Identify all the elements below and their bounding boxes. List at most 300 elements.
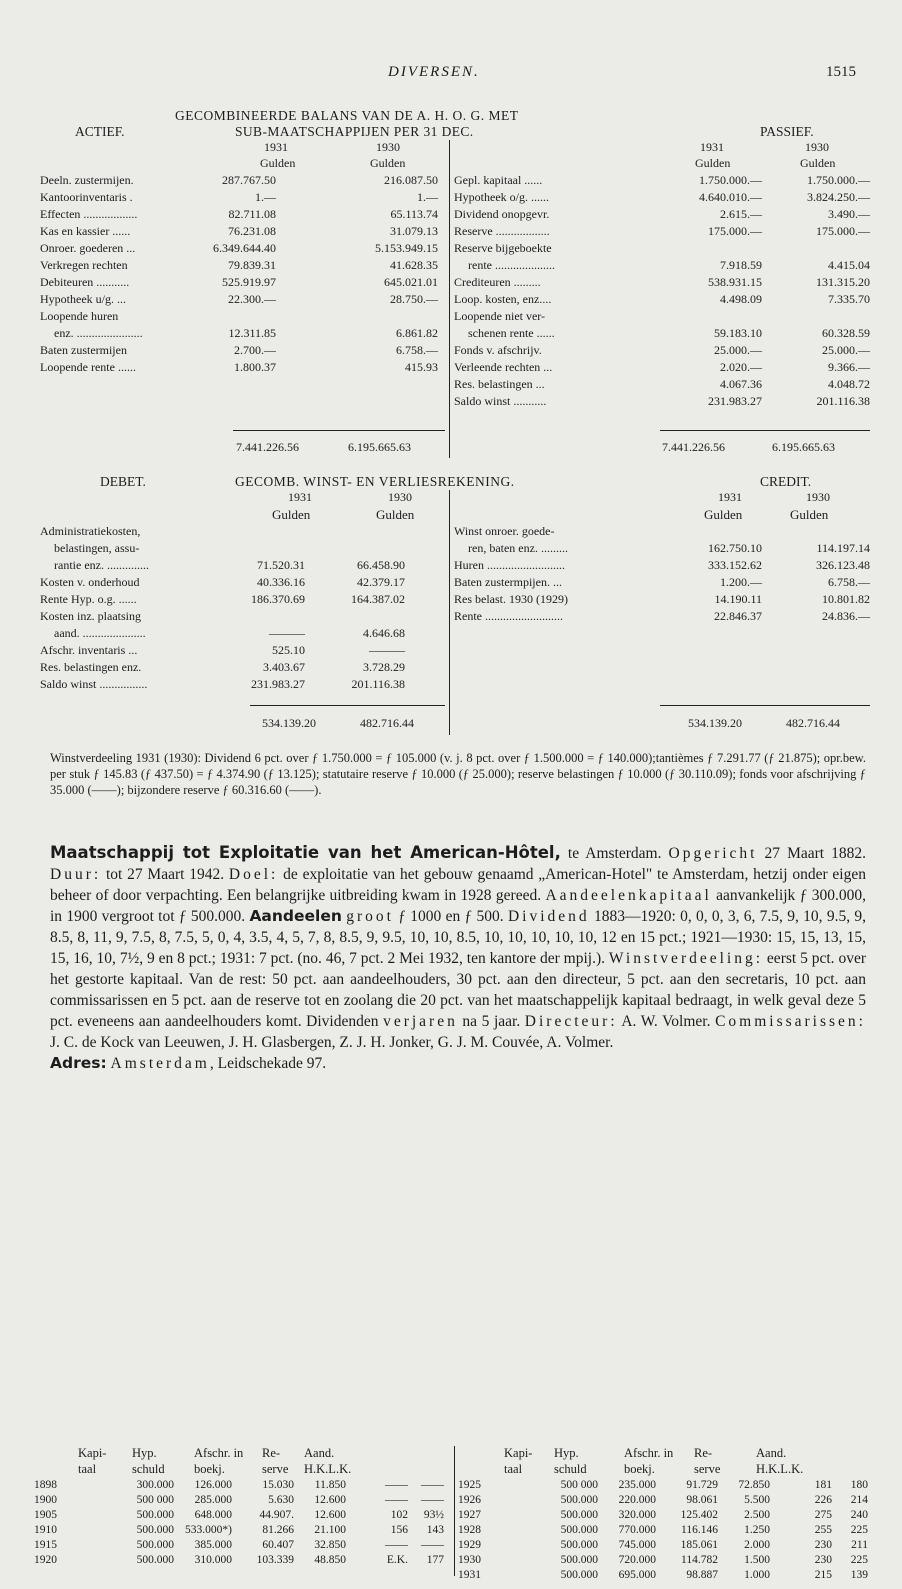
history-column-header: serve xyxy=(262,1462,289,1476)
history-year: 1898 xyxy=(34,1479,57,1491)
history-value: 695.000 xyxy=(618,1569,656,1581)
adres-label: Adres: xyxy=(50,1054,107,1072)
debit-value-1931: 3.403.67 xyxy=(263,660,305,674)
history-column-header: boekj. xyxy=(194,1462,225,1476)
history-year: 1900 xyxy=(34,1494,57,1506)
history-value: 15.030 xyxy=(262,1479,294,1491)
asset-value-1930: 645.021.01 xyxy=(384,275,438,289)
history-value: 102 xyxy=(390,1509,408,1521)
winstverdeeling-note xyxy=(50,750,866,798)
history-value: 240 xyxy=(850,1509,868,1521)
history-year: 1928 xyxy=(458,1524,481,1536)
history-value: 21.100 xyxy=(314,1524,346,1536)
debit-value-1930: ——— xyxy=(369,643,405,657)
debit-value-1930: 201.116.38 xyxy=(351,677,405,691)
liability-value-1930: 4.048.72 xyxy=(828,377,870,391)
history-value: 230 xyxy=(814,1539,832,1551)
liability-value-1931: 59.183.10 xyxy=(714,326,762,340)
duur-label: Duur: xyxy=(50,866,102,883)
debit-label: Administratiekosten, xyxy=(40,524,141,538)
asset-row xyxy=(40,359,440,376)
history-value: 533.000*) xyxy=(185,1524,232,1536)
history-column-header: schuld xyxy=(554,1462,587,1476)
liability-label: Loop. kosten, enz.... xyxy=(454,292,552,306)
history-value: 225 xyxy=(850,1554,868,1566)
credit-row xyxy=(454,557,874,574)
liability-value-1930: 7.335.70 xyxy=(828,292,870,306)
asset-row xyxy=(40,274,440,291)
history-row xyxy=(458,1478,878,1493)
asset-value-1930: 1.— xyxy=(417,190,438,204)
pnl-total-1930: 482.716.44 xyxy=(786,716,840,730)
total-rule xyxy=(250,705,445,706)
total-rule xyxy=(660,705,870,706)
debit-label: aand. ..................... xyxy=(54,626,146,640)
history-year: 1920 xyxy=(34,1554,57,1566)
pnl-title: GECOMB. WINST- EN VERLIESREKENING. xyxy=(235,474,515,489)
asset-row xyxy=(40,172,440,189)
liability-label: Verleende rechten ... xyxy=(454,360,553,374)
doel-label: Doel: xyxy=(228,866,279,883)
asset-value-1931: 79.839.31 xyxy=(228,258,276,272)
bal-unit: Gulden xyxy=(695,156,731,170)
liability-value-1930: 3.490.— xyxy=(828,207,870,221)
asset-value-1931: 1.— xyxy=(255,190,276,204)
liability-row xyxy=(454,206,874,223)
liability-row xyxy=(454,393,874,410)
history-column-header: Afschr. in xyxy=(624,1446,674,1460)
history-value: 500.000 xyxy=(560,1539,598,1551)
commissarissen-label: Commissarissen: xyxy=(715,1013,866,1030)
history-value: 5.630 xyxy=(268,1494,294,1506)
winstverdeeling-label: Winstverdeeling: xyxy=(608,950,764,967)
asset-value-1931: 22.300.— xyxy=(228,292,276,306)
history-column-header: Aand. xyxy=(756,1446,787,1460)
credit-row xyxy=(454,591,874,608)
history-value: 235.000 xyxy=(618,1479,656,1491)
pnl-left-label: DEBET. xyxy=(100,474,146,489)
history-value: 103.339 xyxy=(256,1554,294,1566)
groot-label: groot xyxy=(346,908,394,925)
balance-title: GECOMBINEERDE BALANS VAN DE A. H. O. G. MET xyxy=(175,108,519,123)
history-value: 5.500 xyxy=(744,1494,770,1506)
liability-row xyxy=(454,257,874,274)
history-value: 720.000 xyxy=(618,1554,656,1566)
history-value: 500.000 xyxy=(560,1569,598,1581)
pnl-unit: Gulden xyxy=(272,507,311,522)
credit-row xyxy=(454,608,874,625)
balance-total-1931: 7.441.226.56 xyxy=(236,440,299,454)
history-value: 185.061 xyxy=(680,1539,718,1551)
liability-value-1930: 60.328.59 xyxy=(822,326,870,340)
asset-label: enz. ...................... xyxy=(54,326,143,340)
pnl-unit: Gulden xyxy=(790,507,829,522)
credit-label: Rente .......................... xyxy=(454,609,563,623)
debit-value-1930: 164.387.02 xyxy=(351,592,405,606)
liability-value-1930: 9.366.— xyxy=(828,360,870,374)
running-title: DIVERSEN. xyxy=(388,64,480,80)
credit-value-1931: 333.152.62 xyxy=(708,558,762,572)
history-year: 1927 xyxy=(458,1509,481,1521)
asset-value-1931: 76.231.08 xyxy=(228,224,276,238)
adres-city: Amsterdam xyxy=(110,1055,210,1072)
history-value: 126.000 xyxy=(194,1479,232,1491)
pnl-year: 1931 xyxy=(718,490,742,504)
credit-value-1931: 14.190.11 xyxy=(714,592,762,606)
debit-label: Saldo winst ................ xyxy=(40,677,148,691)
column-divider xyxy=(454,1446,455,1576)
liability-value-1931: 4.498.09 xyxy=(720,292,762,306)
liability-value-1931: 1.750.000.— xyxy=(699,173,762,187)
pnl-unit: Gulden xyxy=(376,507,415,522)
debit-row xyxy=(40,642,445,659)
asset-value-1931: 12.311.85 xyxy=(228,326,276,340)
history-row xyxy=(34,1493,454,1508)
liability-row xyxy=(454,240,874,257)
history-value: 211 xyxy=(851,1539,868,1551)
history-value: 116.146 xyxy=(681,1524,718,1536)
column-divider xyxy=(449,490,450,735)
liability-value-1930: 1.750.000.— xyxy=(807,173,870,187)
liability-label: Dividend onopgevr. xyxy=(454,207,550,221)
history-value: 143 xyxy=(426,1524,444,1536)
company-text: 27 Maart 1882. xyxy=(757,845,866,862)
bal-unit: Gulden xyxy=(800,156,836,170)
asset-value-1930: 31.079.13 xyxy=(390,224,438,238)
liability-row xyxy=(454,223,874,240)
history-row xyxy=(458,1508,878,1523)
company-entry xyxy=(50,842,866,1074)
credit-row xyxy=(454,574,874,591)
history-column-header: Kapi- xyxy=(504,1446,533,1460)
liability-value-1931: 4.640.010.— xyxy=(699,190,762,204)
history-value: 125.402 xyxy=(680,1509,718,1521)
history-left-table xyxy=(34,1478,454,1568)
liability-row xyxy=(454,274,874,291)
history-value: 255 xyxy=(814,1524,832,1536)
history-value: 180 xyxy=(850,1479,868,1491)
liability-row xyxy=(454,376,874,393)
history-column-header: taal xyxy=(78,1462,97,1476)
history-value: 385.000 xyxy=(194,1539,232,1551)
history-value: 320.000 xyxy=(618,1509,656,1521)
debit-table xyxy=(40,523,445,693)
liability-label: Res. belastingen ... xyxy=(454,377,545,391)
history-column-header: Aand. xyxy=(304,1446,335,1460)
debit-value-1930: 4.646.68 xyxy=(363,626,405,640)
debit-row xyxy=(40,557,445,574)
liability-value-1931: 4.067.36 xyxy=(720,377,762,391)
history-value: 11.850 xyxy=(314,1479,346,1491)
assets-table xyxy=(40,172,440,376)
asset-row xyxy=(40,189,440,206)
liability-label: Saldo winst ........... xyxy=(454,394,547,408)
liability-value-1931: 175.000.— xyxy=(708,224,762,238)
bal-year-1931-right: 1931 xyxy=(700,140,724,154)
liability-label: Fonds v. afschrijv. xyxy=(454,343,542,357)
asset-row xyxy=(40,240,440,257)
liability-label: Crediteuren ......... xyxy=(454,275,541,289)
balance-left-label: ACTIEF. xyxy=(75,124,125,139)
history-value: 500.000 xyxy=(560,1554,598,1566)
history-value: 500.000 xyxy=(136,1509,174,1521)
asset-row xyxy=(40,206,440,223)
pnl-right-label: CREDIT. xyxy=(760,474,812,489)
history-value: —— xyxy=(385,1479,408,1491)
company-text: de exploitatie van het gebouw genaamd „American-Hotel" te Amsterdam, hetzij onder eigen beheer of door verpachting. Een belangrijke uitbreiding kwam in 1928 gereed. xyxy=(50,866,866,904)
liability-row xyxy=(454,325,874,342)
balance-total-1931: 7.441.226.56 xyxy=(662,440,725,454)
history-value: 745.000 xyxy=(618,1539,656,1551)
liability-value-1930: 3.824.250.— xyxy=(807,190,870,204)
history-value: 12.600 xyxy=(314,1509,346,1521)
history-column-header: H.K.L.K. xyxy=(756,1462,804,1476)
credit-value-1930: 114.197.14 xyxy=(816,541,870,555)
company-text: aanvankelijk ƒ 300.000, in 1900 vergroot tot ƒ 500.000. xyxy=(50,887,866,925)
balance-right-label: PASSIEF. xyxy=(760,124,814,139)
history-column-header: Afschr. in xyxy=(194,1446,244,1460)
asset-value-1930: 6.861.82 xyxy=(396,326,438,340)
liability-value-1930: 25.000.— xyxy=(822,343,870,357)
history-value: 500.000 xyxy=(136,1524,174,1536)
debit-label: rantie enz. .............. xyxy=(54,558,149,572)
asset-value-1931: 525.919.97 xyxy=(222,275,276,289)
liability-row xyxy=(454,359,874,376)
history-row xyxy=(34,1523,454,1538)
bal-year-1931-left: 1931 xyxy=(264,140,288,154)
total-rule xyxy=(233,430,445,431)
debit-row xyxy=(40,574,445,591)
bal-year-1930-right: 1930 xyxy=(805,140,829,154)
asset-label: Effecten .................. xyxy=(40,207,138,221)
liability-value-1931: 2.020.— xyxy=(720,360,762,374)
history-row xyxy=(458,1553,878,1568)
history-value: 93½ xyxy=(423,1509,444,1521)
asset-value-1931: 2.700.— xyxy=(234,343,276,357)
asset-value-1930: 216.087.50 xyxy=(384,173,438,187)
history-value: 275 xyxy=(814,1509,832,1521)
history-year: 1925 xyxy=(458,1479,481,1491)
asset-value-1930: 415.93 xyxy=(405,360,438,374)
balance-subtitle: SUB-MAATSCHAPPIJEN PER 31 DEC. xyxy=(235,124,474,139)
history-column-header: schuld xyxy=(132,1462,165,1476)
history-value: 500.000 xyxy=(136,1554,174,1566)
column-divider xyxy=(449,140,450,458)
history-row xyxy=(458,1523,878,1538)
history-value: 770.000 xyxy=(618,1524,656,1536)
asset-row xyxy=(40,325,440,342)
history-value: 285.000 xyxy=(194,1494,232,1506)
credit-label: Huren .......................... xyxy=(454,558,565,572)
debit-value-1931: 186.370.69 xyxy=(251,592,305,606)
credit-value-1931: 162.750.10 xyxy=(708,541,762,555)
asset-label: Loopende huren xyxy=(40,309,119,323)
bal-unit: Gulden xyxy=(370,156,406,170)
aandeelenkapitaal-label: Aandeelenkapitaal xyxy=(545,887,712,904)
history-row xyxy=(34,1538,454,1553)
history-value: 181 xyxy=(814,1479,832,1491)
history-year: 1930 xyxy=(458,1554,481,1566)
credit-row xyxy=(454,523,874,540)
credit-row xyxy=(454,540,874,557)
liability-label: Hypotheek o/g. ...... xyxy=(454,190,549,204)
history-column-header: Hyp. xyxy=(554,1446,579,1460)
asset-label: Kas en kassier ...... xyxy=(40,224,131,238)
debit-row xyxy=(40,625,445,642)
credit-value-1931: 1.200.— xyxy=(720,575,762,589)
liability-value-1931: 7.918.59 xyxy=(720,258,762,272)
debit-row xyxy=(40,591,445,608)
debit-row xyxy=(40,676,445,693)
history-column-header: H.K.L.K. xyxy=(304,1462,352,1476)
asset-label: Verkregen rechten xyxy=(40,258,128,272)
history-value: 1.250 xyxy=(744,1524,770,1536)
history-value: 1.500 xyxy=(744,1554,770,1566)
asset-row xyxy=(40,223,440,240)
liability-value-1930: 131.315.20 xyxy=(816,275,870,289)
history-value: 156 xyxy=(390,1524,408,1536)
opgericht-label: Opgericht xyxy=(668,845,758,862)
asset-label: Debiteuren ........... xyxy=(40,275,130,289)
debit-value-1930: 66.458.90 xyxy=(357,558,405,572)
history-year: 1910 xyxy=(34,1524,57,1536)
history-year: 1905 xyxy=(34,1509,57,1521)
debit-value-1931: 40.336.16 xyxy=(257,575,305,589)
pnl-total-1931: 534.139.20 xyxy=(688,716,742,730)
history-value: —— xyxy=(421,1479,444,1491)
history-value: 44.907. xyxy=(259,1509,294,1521)
debit-label: Res. belastingen enz. xyxy=(40,660,142,674)
debit-row xyxy=(40,523,445,540)
history-value: 500.000 xyxy=(560,1494,598,1506)
history-row xyxy=(34,1553,454,1568)
debit-label: belastingen, assu- xyxy=(54,541,140,555)
pnl-unit: Gulden xyxy=(704,507,743,522)
pnl-total-1931: 534.139.20 xyxy=(262,716,316,730)
company-text: 1883—1920: 0, 0, 0, 3, 6, 7.5, 9, 10, 9.5, 9, 8.5, 8, 11, 9, 7.5, 8, 7.5, 5, 0, 4, 3.5, 4, 5, 7, 8, 8.5, 9, 9.5, 10, 10, 8.5, 10, 10, 10, 10, 10, 12 en 15 pct.; 1921—1930: 15, 15, 13, 15, 15, 16, 10, 7½, 9 en 8 pct.; 1931: 7 pct. (no. 46, 7 pct. 2 Mei 1932, ten kantore der mpij.). xyxy=(50,908,866,967)
company-text: na 5 jaar. xyxy=(457,1013,525,1030)
history-row xyxy=(458,1538,878,1553)
history-year: 1915 xyxy=(34,1539,57,1551)
asset-label: Loopende rente ...... xyxy=(40,360,136,374)
history-value: —— xyxy=(421,1494,444,1506)
history-value: 225 xyxy=(850,1524,868,1536)
asset-label: Deeln. zustermijen. xyxy=(40,173,134,187)
company-name: Maatschappij tot Exploitatie van het American-Hôtel, xyxy=(50,843,561,862)
aandeelen-label: Aandeelen xyxy=(249,907,342,925)
winstverdeeling-text: Winstverdeeling 1931 (1930): Dividend 6 pct. over ƒ 1.750.000 = ƒ 105.000 (v. j. 8 pct. over ƒ 1.500.000 = ƒ 140.000);tantièmes ƒ 7.291.77 (ƒ 21.875); opr.bew. per stuk ƒ 145.83 (ƒ 437.50) = ƒ 4.374.90 (ƒ 13.125); statutaire reserve ƒ 10.000 (ƒ 25.000); reserve belastingen ƒ 10.000 (ƒ 30.110.09); fonds voor afschrijving ƒ 35.000 (——); bijzondere reserve ƒ 60.316.60 (——). xyxy=(50,751,866,797)
history-row xyxy=(458,1568,878,1583)
history-column-header: taal xyxy=(504,1462,523,1476)
history-column-header: Re- xyxy=(262,1446,281,1460)
liability-value-1931: 538.931.15 xyxy=(708,275,762,289)
company-text: ƒ 1000 en ƒ 500. xyxy=(393,908,508,925)
liability-value-1931: 231.983.27 xyxy=(708,394,762,408)
asset-label: Baten zustermijen xyxy=(40,343,127,357)
history-column-header: Re- xyxy=(694,1446,713,1460)
asset-value-1931: 287.767.50 xyxy=(222,173,276,187)
history-column-header: serve xyxy=(694,1462,721,1476)
history-value: 32.850 xyxy=(314,1539,346,1551)
history-value: 81.266 xyxy=(262,1524,294,1536)
liability-label: schenen rente ...... xyxy=(468,326,555,340)
history-value: 12.600 xyxy=(314,1494,346,1506)
debit-row xyxy=(40,540,445,557)
debit-value-1930: 42.379.17 xyxy=(357,575,405,589)
directeur-label: Directeur: xyxy=(524,1013,618,1030)
asset-value-1930: 28.750.— xyxy=(390,292,438,306)
history-value: 300.000 xyxy=(136,1479,174,1491)
credit-value-1930: 326.123.48 xyxy=(816,558,870,572)
history-value: 648.000 xyxy=(194,1509,232,1521)
history-value: 310.000 xyxy=(194,1554,232,1566)
pnl-year: 1930 xyxy=(388,490,412,504)
asset-value-1930: 41.628.35 xyxy=(390,258,438,272)
history-column-header: boekj. xyxy=(624,1462,655,1476)
history-value: 500 000 xyxy=(136,1494,174,1506)
liability-value-1931: 2.615.— xyxy=(720,207,762,221)
asset-label: Hypotheek u/g. ... xyxy=(40,292,126,306)
history-value: 500.000 xyxy=(560,1524,598,1536)
debit-value-1931: ——— xyxy=(269,626,305,640)
company-text: te Amsterdam. xyxy=(567,845,669,862)
history-year: 1926 xyxy=(458,1494,481,1506)
history-value: 114.782 xyxy=(681,1554,718,1566)
history-right-table xyxy=(458,1478,878,1583)
asset-value-1931: 6.349.644.40 xyxy=(213,241,276,255)
liability-label: Reserve bijgeboekte xyxy=(454,241,552,255)
credit-label: ren, baten enz. ......... xyxy=(468,541,568,555)
page-number: 1515 xyxy=(826,64,856,80)
asset-value-1930: 5.153.949.15 xyxy=(375,241,438,255)
history-value: 2.000 xyxy=(744,1539,770,1551)
liability-row xyxy=(454,189,874,206)
liability-label: Loopende niet ver- xyxy=(454,309,546,323)
adres-rest: , Leidschekade 97. xyxy=(209,1055,327,1072)
liability-row xyxy=(454,342,874,359)
debit-row xyxy=(40,659,445,676)
credit-label: Winst onroer. goede- xyxy=(454,524,555,538)
debit-label: Afschr. inventaris ... xyxy=(40,643,138,657)
history-column-header: Kapi- xyxy=(78,1446,107,1460)
history-value: 60.407 xyxy=(262,1539,294,1551)
history-value: 220.000 xyxy=(618,1494,656,1506)
credit-value-1930: 24.836.— xyxy=(822,609,870,623)
history-value: 2.500 xyxy=(744,1509,770,1521)
history-value: —— xyxy=(385,1539,408,1551)
history-value: 215 xyxy=(814,1569,832,1581)
liability-value-1931: 25.000.— xyxy=(714,343,762,357)
credit-value-1930: 6.758.— xyxy=(828,575,870,589)
asset-row xyxy=(40,308,440,325)
debit-value-1930: 3.728.29 xyxy=(363,660,405,674)
history-value: 500.000 xyxy=(560,1509,598,1521)
asset-value-1931: 82.711.08 xyxy=(228,207,276,221)
debit-label: Kosten inz. plaatsing xyxy=(40,609,141,623)
company-text: tot 27 Maart 1942. xyxy=(101,866,229,883)
history-column-header: Hyp. xyxy=(132,1446,157,1460)
liability-label: Gepl. kapitaal ...... xyxy=(454,173,543,187)
bal-year-1930-left: 1930 xyxy=(376,140,400,154)
liability-value-1930: 4.415.04 xyxy=(828,258,870,272)
credit-label: Baten zustermpijen. ... xyxy=(454,575,562,589)
liability-label: Reserve .................. xyxy=(454,224,550,238)
debit-label: Rente Hyp. o.g. ...... xyxy=(40,592,137,606)
history-year: 1931 xyxy=(458,1569,481,1581)
debit-label: Kosten v. onderhoud xyxy=(40,575,140,589)
balance-total-1930: 6.195.665.63 xyxy=(772,440,835,454)
debit-value-1931: 525.10 xyxy=(272,643,305,657)
